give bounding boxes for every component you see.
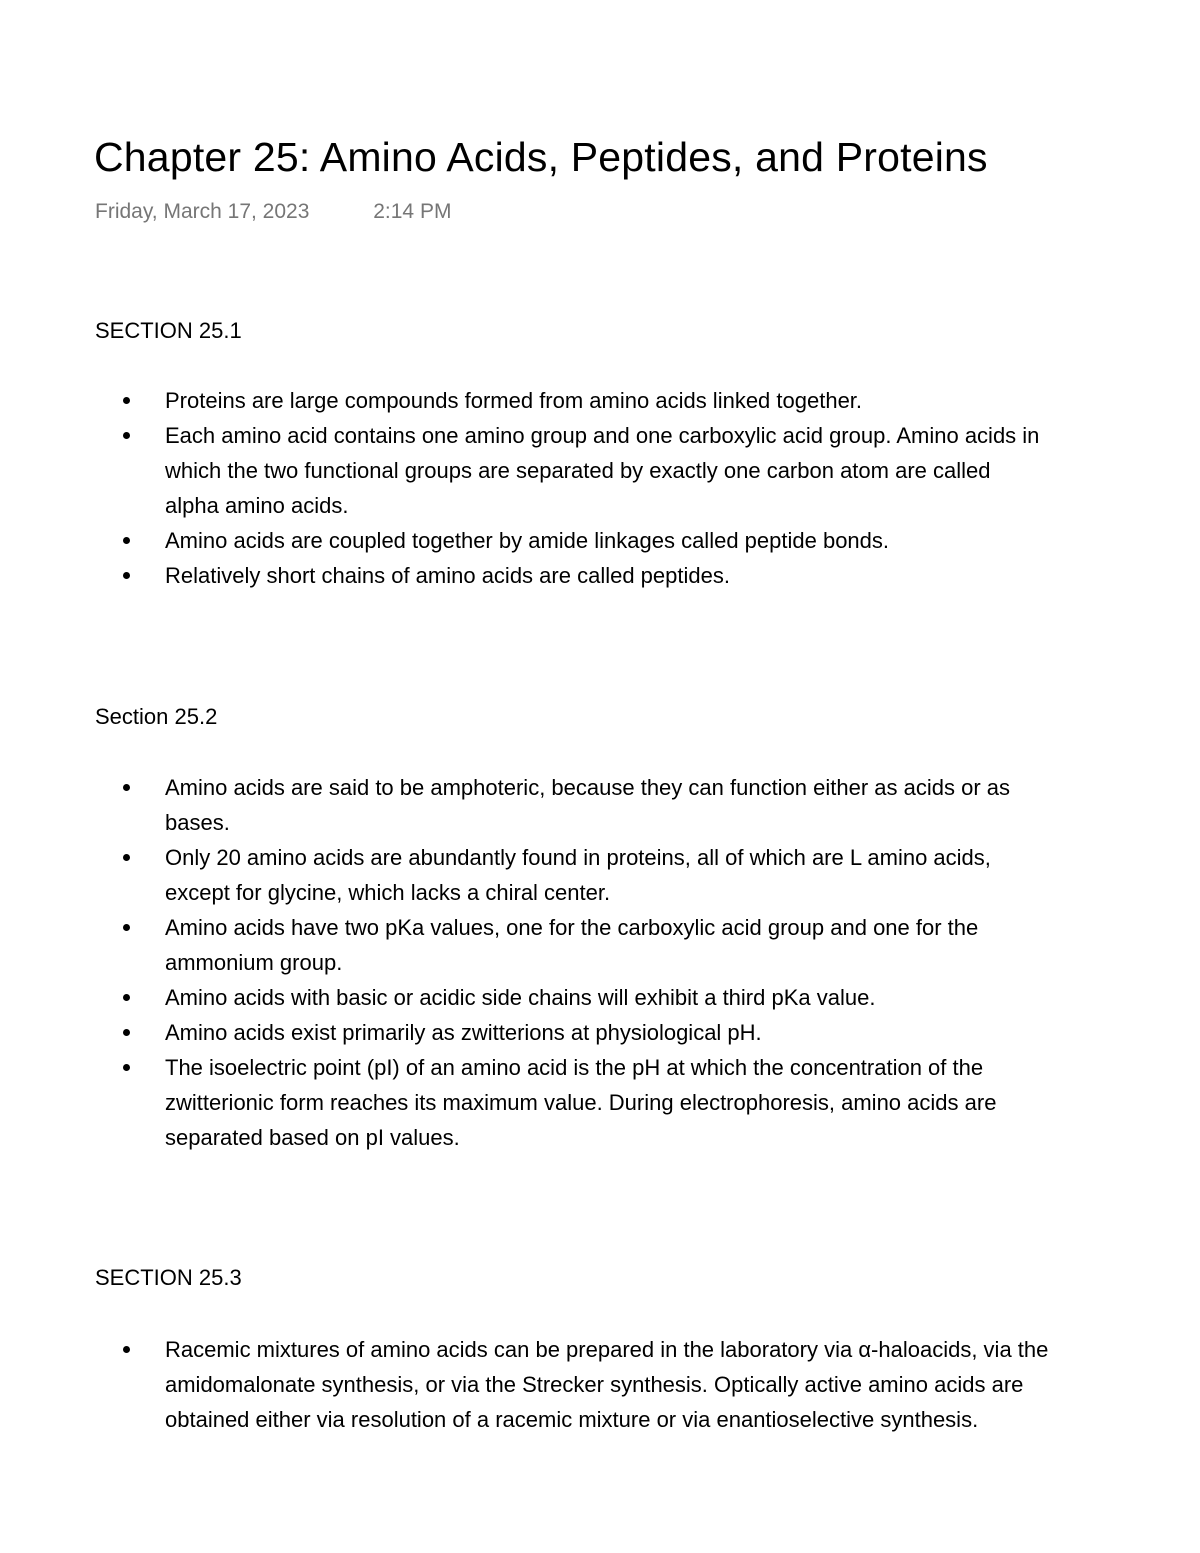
bullet-icon xyxy=(123,854,130,861)
bullet-icon xyxy=(123,572,130,579)
bullet-list-25-1 xyxy=(0,383,1200,593)
bullet-list-25-3 xyxy=(0,1332,1200,1437)
bullet-text: Relatively short chains of amino acids are called peptides. xyxy=(165,563,730,588)
bullet-text: obtained either via resolution of a racemic mixture or via enantioselective synthesis. xyxy=(165,1407,979,1432)
bullet-text: ammonium group. xyxy=(165,950,343,975)
bullet-text: amidomalonate synthesis, or via the Strecker synthesis. Optically active amino acids are xyxy=(165,1372,1024,1397)
bullet-text: Amino acids are coupled together by amide linkages called peptide bonds. xyxy=(165,528,890,553)
page-meta xyxy=(95,200,451,224)
bullet-text: bases. xyxy=(165,810,230,835)
bullet-text: Amino acids exist primarily as zwitterions at physiological pH. xyxy=(165,1020,762,1045)
section-heading-25-1: SECTION 25.1 xyxy=(95,318,242,343)
bullet-text: Only 20 amino acids are abundantly found in proteins, all of which are L amino acids, xyxy=(165,845,991,870)
bullet-text: Amino acids are said to be amphoteric, because they can function either as acids or as xyxy=(165,775,1011,800)
list-item xyxy=(0,980,1200,1015)
bullet-text: separated based on pI values. xyxy=(165,1125,460,1150)
bullet-icon xyxy=(123,432,130,439)
bullet-text: zwitterionic form reaches its maximum value. During electrophoresis, amino acids are xyxy=(165,1090,997,1115)
list-item xyxy=(0,383,1200,418)
list-item xyxy=(0,1332,1200,1437)
bullet-text: The isoelectric point (pI) of an amino acid is the pH at which the concentration of the xyxy=(165,1055,984,1080)
bullet-text: Proteins are large compounds formed from amino acids linked together. xyxy=(165,388,863,413)
list-item xyxy=(0,558,1200,593)
list-item xyxy=(0,770,1200,840)
bullet-text: alpha amino acids. xyxy=(165,493,349,518)
list-item xyxy=(0,523,1200,558)
bullet-text: except for glycine, which lacks a chiral center. xyxy=(165,880,611,905)
date: Friday, March 17, 2023 xyxy=(95,200,310,223)
bullet-text: Amino acids have two pKa values, one for the carboxylic acid group and one for the xyxy=(165,915,979,940)
section-heading-25-3: SECTION 25.3 xyxy=(95,1265,242,1290)
bullet-icon xyxy=(123,397,130,404)
bullet-icon xyxy=(123,924,130,931)
bullet-list-25-2 xyxy=(0,770,1200,1155)
list-item xyxy=(0,840,1200,910)
bullet-text: Racemic mixtures of amino acids can be prepared in the laboratory via α-haloacids, via the xyxy=(165,1337,1049,1362)
bullet-icon xyxy=(123,994,130,1001)
list-item xyxy=(0,910,1200,980)
page-title: Chapter 25: Amino Acids, Peptides, and Proteins xyxy=(94,134,988,180)
list-item xyxy=(0,1015,1200,1050)
bullet-text: Amino acids with basic or acidic side chains will exhibit a third pKa value. xyxy=(165,985,876,1010)
bullet-icon xyxy=(123,1064,130,1071)
bullet-icon xyxy=(123,537,130,544)
list-item xyxy=(0,418,1200,523)
time: 2:14 PM xyxy=(373,200,452,223)
bullet-icon xyxy=(123,784,130,791)
bullet-icon xyxy=(123,1346,130,1353)
bullet-text: which the two functional groups are separated by exactly one carbon atom are called xyxy=(165,458,991,483)
bullet-icon xyxy=(123,1029,130,1036)
list-item xyxy=(0,1050,1200,1155)
bullet-text: Each amino acid contains one amino group and one carboxylic acid group. Amino acids in xyxy=(165,423,1040,448)
section-heading-25-2: Section 25.2 xyxy=(95,704,218,729)
